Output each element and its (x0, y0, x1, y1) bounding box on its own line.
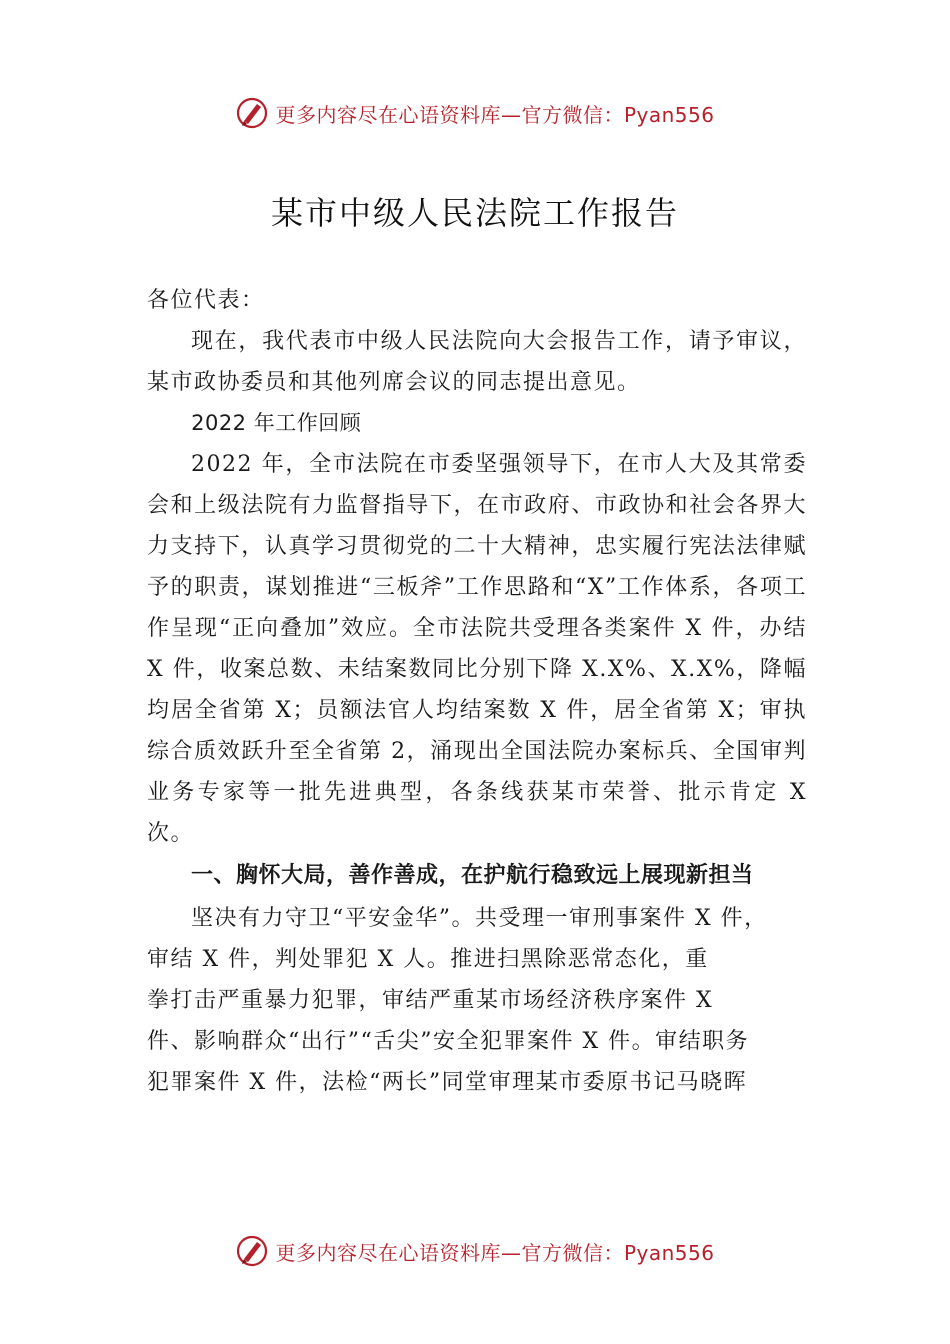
pen-logo-icon (235, 96, 269, 130)
watermark-header (0, 96, 950, 130)
watermark-text: 更多内容尽在心语资料库—官方微信：Pyan556 (275, 1240, 715, 1265)
review-paragraph: 2022 年，全市法院在市委坚强领导下，在市人大及其常委会和上级法院有力监督指导下，在市政府、市政协和社会各界大力支持下，认真学习贯彻党的二十大精神，忠实履行宪法法律赋予的职责，谋划推进“三板斧”工作思路和“X”工作体系，各项工作呈现“正向叠加”效应。全市法院共受理各类案件 X 件，办结 X 件，收案总数、未结案数同比分别下降 X.X%、X.X%，降幅均居全省第 X；员额法官人均结案数 X 件，居全省第 X；审执综合质效跃升至全省第 2，涌现出全国法院办案标兵、全国审判业务专家等一批先进典型，各条线获某市荣誉、批示肯定 X 次。 (147, 452, 807, 846)
pen-logo-icon (235, 1234, 269, 1268)
intro-paragraph: 现在，我代表市中级人民法院向大会报告工作，请予审议，某市政协委员和其他列席会议的同志提出意见。 (147, 329, 807, 395)
watermark-text: 更多内容尽在心语资料库—官方微信：Pyan556 (275, 102, 715, 127)
section1-heading: 一、胸怀大局，善作善成，在护航行稳致远上展现新担当 (191, 863, 754, 888)
document-title: 某市中级人民法院工作报告 (270, 194, 679, 232)
section1-line: 犯罪案件 X 件，法检“两长”同堂审理某市委原书记马晓晖 (147, 1070, 748, 1095)
section1-paragraph (147, 898, 807, 1103)
watermark-footer (0, 1234, 950, 1268)
section1-line: 审结 X 件，判处罪犯 X 人。推进扫黑除恶常态化，重 (147, 947, 709, 972)
section1-line: 拳打击严重暴力犯罪，审结严重某市场经济秩序案件 X (147, 988, 714, 1013)
section1-line: 坚决有力守卫“平安金华”。共受理一审刑事案件 X 件， (191, 906, 768, 931)
review-heading: 2022 年工作回顾 (191, 411, 362, 435)
salutation: 各位代表： (147, 288, 265, 313)
section1-line: 件、影响群众“出行”“舌尖”安全犯罪案件 X 件。审结职务 (147, 1029, 750, 1054)
document-body (147, 280, 807, 1103)
